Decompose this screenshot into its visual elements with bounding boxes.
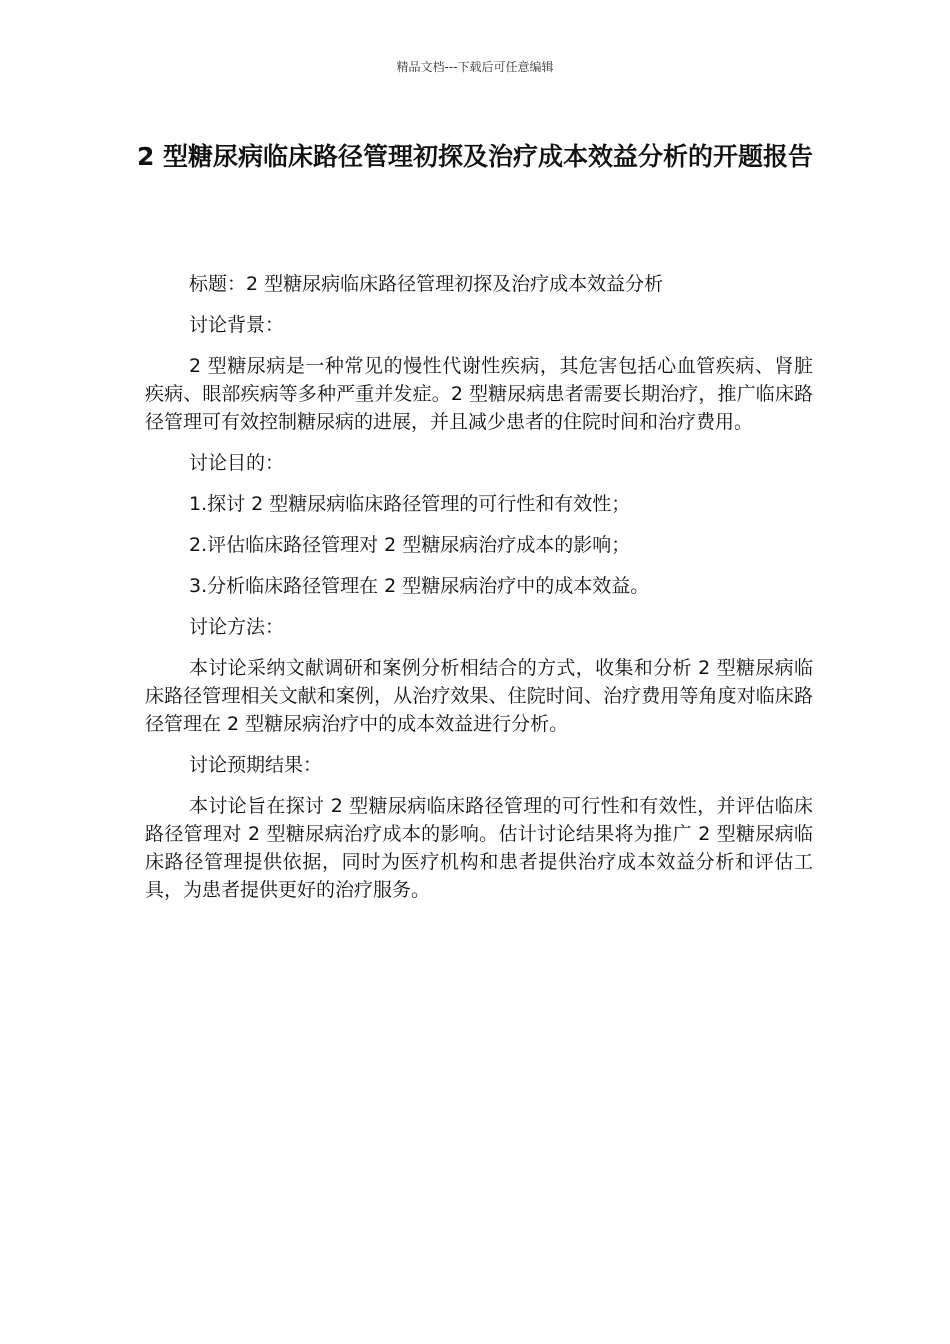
document-title: 2 型糖尿病临床路径管理初探及治疗成本效益分析的开题报告	[136, 142, 814, 171]
paragraph-expected-results: 本讨论旨在探讨 2 型糖尿病临床路径管理的可行性和有效性，并评估临床路径管理对 2 型糖尿病治疗成本的影响。估计讨论结果将为推广 2 型糖尿病临床路径管理提供依据，同时为医疗机构和患者提供治疗成本效益分析和评估工具，为患者提供更好的治疗服务。	[145, 795, 813, 901]
heading-background: 讨论背景：	[189, 314, 285, 336]
header-note: 精品文档---下载后可任意编辑	[396, 60, 554, 74]
objective-item-3: 3.分析临床路径管理在 2 型糖尿病治疗中的成本效益。	[189, 575, 650, 597]
document-body	[145, 270, 813, 917]
objective-item-2: 2.评估临床路径管理对 2 型糖尿病治疗成本的影响；	[189, 534, 631, 556]
heading-expected-results: 讨论预期结果：	[189, 754, 323, 776]
paragraph-methods: 本讨论采纳文献调研和案例分析相结合的方式，收集和分析 2 型糖尿病临床路径管理相关文献和案例，从治疗效果、住院时间、治疗费用等角度对临床路径管理在 2 型糖尿病治疗中的成本效益进行分析。	[145, 657, 813, 735]
heading-objectives: 讨论目的：	[189, 452, 285, 474]
paragraph-background: 2 型糖尿病是一种常见的慢性代谢性疾病，其危害包括心血管疾病、肾脏疾病、眼部疾病等多种严重并发症。2 型糖尿病患者需要长期治疗，推广临床路径管理可有效控制糖尿病的进展，并且减少患者的住院时间和治疗费用。	[145, 355, 813, 433]
objective-item-1: 1.探讨 2 型糖尿病临床路径管理的可行性和有效性；	[189, 493, 631, 515]
heading-methods: 讨论方法：	[189, 616, 285, 638]
paragraph-topic: 标题：2 型糖尿病临床路径管理初探及治疗成本效益分析	[189, 273, 664, 295]
